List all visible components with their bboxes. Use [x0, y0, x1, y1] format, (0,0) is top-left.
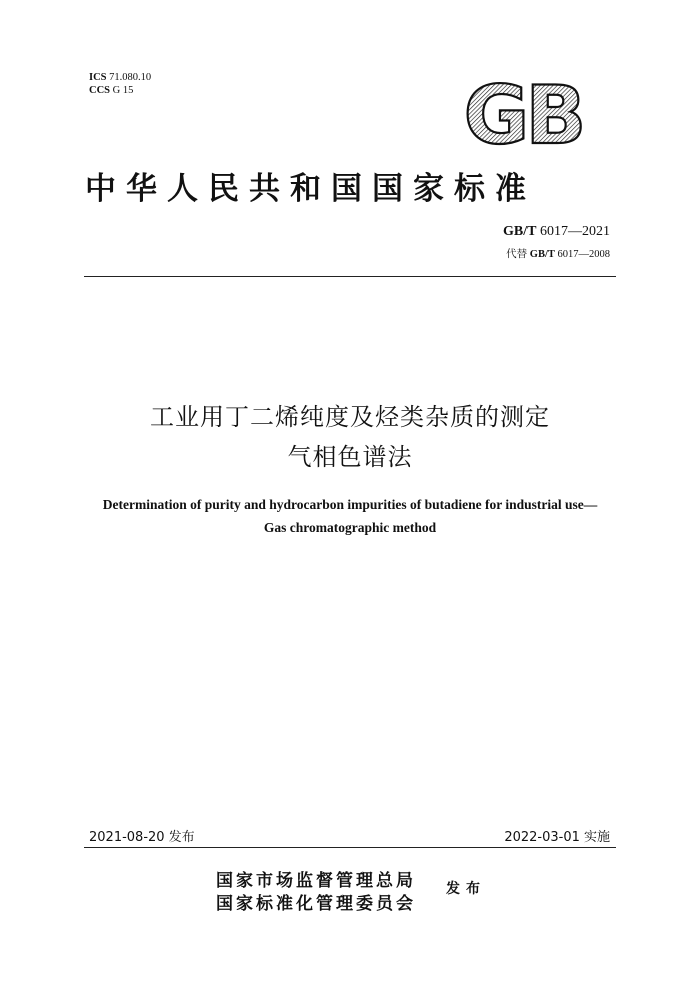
ccs-label: CCS	[89, 85, 111, 96]
classification-codes	[89, 71, 151, 97]
replaces-label: 代替	[506, 249, 528, 260]
chinese-title-line-1: 工业用丁二烯纯度及烃类杂质的测定	[150, 403, 550, 431]
standard-number-value: 6017—2021	[540, 224, 610, 239]
english-title-line-1: Determination of purity and hydrocarbon impurities of butadiene for industrial use—	[102, 497, 598, 512]
ccs-code: G 15	[112, 85, 134, 96]
issuer-line-1: 国家市场监督管理总局	[216, 871, 416, 891]
ics-label: ICS	[89, 72, 107, 83]
publish-label: 发布	[446, 881, 486, 897]
gb-logo-text: GB	[463, 80, 583, 150]
replaces-prefix: GB/T	[529, 249, 555, 260]
ics-code: 71.080.10	[109, 72, 152, 83]
english-title-line-2: Gas chromatographic method	[263, 520, 437, 535]
issuer-line-2: 国家标准化管理委员会	[216, 894, 416, 914]
issue-date: 2021-08-20 发布	[89, 830, 195, 845]
gb-logo	[452, 80, 594, 150]
standard-number-prefix: GB/T	[503, 224, 537, 239]
bottom-divider	[84, 847, 616, 848]
top-divider	[84, 276, 616, 277]
standard-number	[503, 224, 610, 240]
chinese-title-line-2: 气相色谱法	[287, 443, 413, 471]
implementation-date: 2022-03-01 实施	[504, 830, 610, 845]
ics-line	[89, 71, 151, 84]
replaces-standard	[506, 246, 610, 261]
replaces-number: 6017—2008	[557, 249, 610, 260]
standard-title: 中华人民共和国国家标准	[85, 171, 536, 207]
ccs-line	[89, 84, 151, 97]
